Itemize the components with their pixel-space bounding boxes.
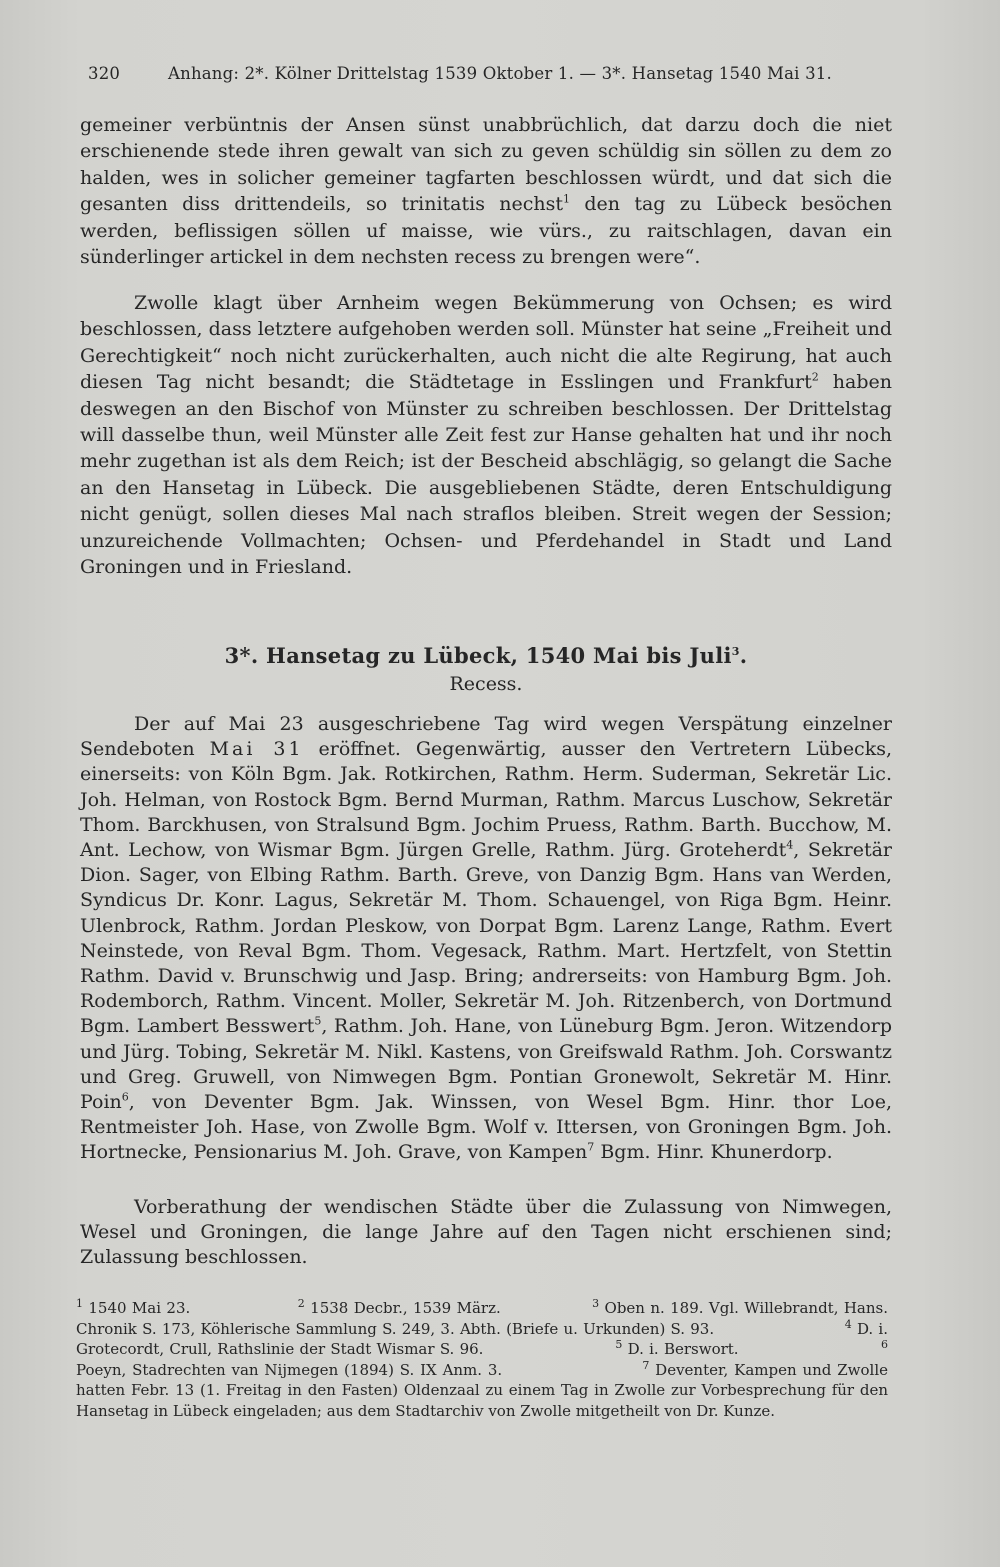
footnote-number: 4 bbox=[844, 1317, 852, 1331]
section-subtitle: Recess. bbox=[449, 673, 523, 695]
footnote-text: Oben n. 189. Vgl. Willebrandt, Hans. Chronik S. 173, Köhlerische Sammlung S. 249, 3. Abth. (Briefe u. Urkunden) S. 93. bbox=[76, 1299, 889, 1338]
footnote-ref[interactable]: 5 bbox=[314, 1015, 322, 1029]
footnote-text: 1538 Decbr., 1539 März. bbox=[304, 1299, 501, 1317]
paragraph-text: Bgm. Hinr. Khunerdorp. bbox=[594, 1141, 833, 1164]
footnote-text: Poeyn, Stadrechten van Nijmegen (1894) S. IX Anm. 3. bbox=[76, 1360, 503, 1379]
spaced-date: Mai 31 bbox=[209, 738, 304, 761]
paragraph-text: Zwolle klagt über Arnheim wegen Bekümmerung von Ochsen; es wird beschlossen, dass letztere aufgehoben werden soll. Münster hat seine „Freiheit und Gerechtigkeit“ noch nicht zurückerhalten, auch nicht die alte Regirung, hat auch diesen Tag nicht besandt; die Städtetage in Esslingen und Frankfurt bbox=[80, 292, 892, 394]
footnote-line bbox=[76, 1298, 888, 1421]
footnote-number: 7 bbox=[642, 1358, 650, 1372]
paragraph-continuation bbox=[80, 112, 892, 270]
footnote-number: 1 bbox=[76, 1297, 83, 1310]
section-heading: 3*. Hansetag zu Lübeck, 1540 Mai bis Juli$^3$. bbox=[224, 643, 748, 668]
footnotes bbox=[76, 1298, 888, 1421]
footnote-text: D. i. Grotecordt, Crull, Rathslinie der Stadt Wismar S. 96. bbox=[76, 1319, 888, 1358]
running-header bbox=[88, 64, 908, 83]
paragraph-text: haben deswegen an den Bischof von Münster zu schreiben beschlossen. Der Drittelstag will dasselbe thun, weil Münster alle Zeit fest zur Hanse gehalten hat und ihr noch mehr zugethan ist als dem Reich; ist der Bescheid abschlägig, so gelangt die Sache an den Hansetag in Lübeck. Die ausgebliebenen Städte, deren Entschuldigung nicht genügt, sollen dieses Mal nach straflos bleiben. Streit wegen der Session; unzureichende Vollmachten; Ochsen- und Pferdehandel in Stadt und Land Groningen und in Friesland. bbox=[80, 371, 892, 579]
footnote-text: 1540 Mai 23. bbox=[83, 1299, 191, 1317]
footnote-ref[interactable]: 7 bbox=[587, 1141, 595, 1155]
paragraph-text: , von Deventer Bgm. Jak. Winssen, von Wesel Bgm. Hinr. thor Loe, Rentmeister Joh. Hase, von Zwolle Bgm. Wolf v. Ittersen, von Groningen Bgm. Joh. Hortnecke, Pensionarius M. Joh. Grave, von Kampen bbox=[80, 1091, 892, 1164]
paragraph-text: gemeiner verbüntnis der Ansen sünst unabbrüchlich, dat darzu doch die niet erschienende stede ihren gewalt van sich zu geven schüldig sin söllen zu dem zo halden, wes in solicher gemeiner tagfarten beschlossen würdt, und dat sich die gesanten diss drittendeils, so trinitatis nechst bbox=[80, 114, 892, 216]
footnote-text: Deventer, Kampen und Zwolle hatten Febr. 13 (1. Freitag in den Fasten) Oldenzaal zu einem Tag in Zwolle zur Vorbesprechung für den Hansetag in Lübeck eingeladen; aus dem Stadtarchiv von Zwolle mitgetheilt von Dr. Kunze. bbox=[76, 1360, 888, 1420]
footnote-ref[interactable]: 6 bbox=[121, 1090, 129, 1104]
paragraph-text: eröffnet. Gegenwärtig, ausser den Vertretern Lübecks, einerseits: von Köln Bgm. Jak. Rotkirchen, Rathm. Herm. Suderman, Sekretär Lic. Joh. Helman, von Rostock Bgm. Bernd Murman, Rathm. Marcus Luschow, Sekretär Thom. Barckhusen, von Stralsund Bgm. Jochim Pruess, Rathm. Barth. Bucchow, M. Ant. Lechow, von Wismar Bgm. Jürgen Grelle, Rathm. Jürg. Groteherdt bbox=[80, 738, 893, 862]
paragraph-text: den tag zu Lübeck besöchen werden, beflissigen söllen uf maisse, wie vürs., zu raitschlagen, davan ein sünderlinger artickel in dem nechsten recess zu brengen were“. bbox=[80, 193, 892, 269]
footnote-ref[interactable]: 3 bbox=[731, 645, 740, 658]
paragraph-text: Der auf Mai 23 ausgeschriebene Tag wird wegen Verspätung einzelner Sendeboten bbox=[80, 713, 892, 761]
page-number: 320 bbox=[88, 64, 121, 83]
paragraph-text: , Rathm. Joh. Hane, von Lüneburg Bgm. Jeron. Witzendorp und Jürg. Tobing, Sekretär M. Nikl. Kastens, von Greifswald Rathm. Joh. Corswantz und Greg. Gruwell, von Nimwegen Bgm. Pontian Gronewolt, Sekretär M. Hinr. Poin bbox=[80, 1015, 893, 1114]
paragraph-deliberation bbox=[80, 1195, 892, 1271]
paragraph-text: Vorberathung der wendischen Städte über die Zulassung von Nimwegen, Wesel und Groningen, die lange Jahre auf den Tagen nicht erschienen sind; Zulassung beschlossen. bbox=[80, 1196, 892, 1269]
paragraph-summary bbox=[80, 290, 892, 580]
footnote-ref[interactable]: 1 bbox=[563, 192, 571, 206]
paragraph-text: , Sekretär Dion. Sager, von Elbing Rathm. Barth. Greve, von Danzig Bgm. Hans van Werden, Syndicus Dr. Konr. Lagus, Sekretär M. Thom. Schauengel, von Riga Bgm. Heinr. Ulenbrock, Rathm. Jordan Pleskow, von Dorpat Bgm. Larenz Lange, Rathm. Evert Neinstede, von Reval Bgm. Thom. Vegesack, Rathm. Mart. Hertzfelt, von Stettin Rathm. David v. Brunschwig und Jasp. Bring; andrerseits: von Hamburg Bgm. Joh. Rodemborch, Rathm. Vincent. Moller, Sekretär M. Joh. Ritzenberch, von Dortmund Bgm. Lambert Besswert bbox=[80, 839, 892, 1038]
paragraph-attendance bbox=[80, 712, 892, 1166]
footnote-text: D. i. Berswort. bbox=[622, 1340, 739, 1358]
footnote-number: 2 bbox=[297, 1297, 305, 1310]
footnote-number: 6 bbox=[881, 1338, 888, 1351]
footnote-number: 3 bbox=[592, 1297, 600, 1310]
running-title: Anhang: 2*. Kölner Drittelstag 1539 Oktober 1. — 3*. Hansetag 1540 Mai 31. bbox=[168, 64, 832, 83]
footnote-ref[interactable]: 4 bbox=[786, 838, 794, 852]
section-title: 3*. Hansetag zu Lübeck, 1540 Mai bis Juli bbox=[224, 643, 732, 668]
footnote-number: 5 bbox=[615, 1338, 623, 1351]
footnote-ref[interactable]: 2 bbox=[811, 370, 819, 384]
